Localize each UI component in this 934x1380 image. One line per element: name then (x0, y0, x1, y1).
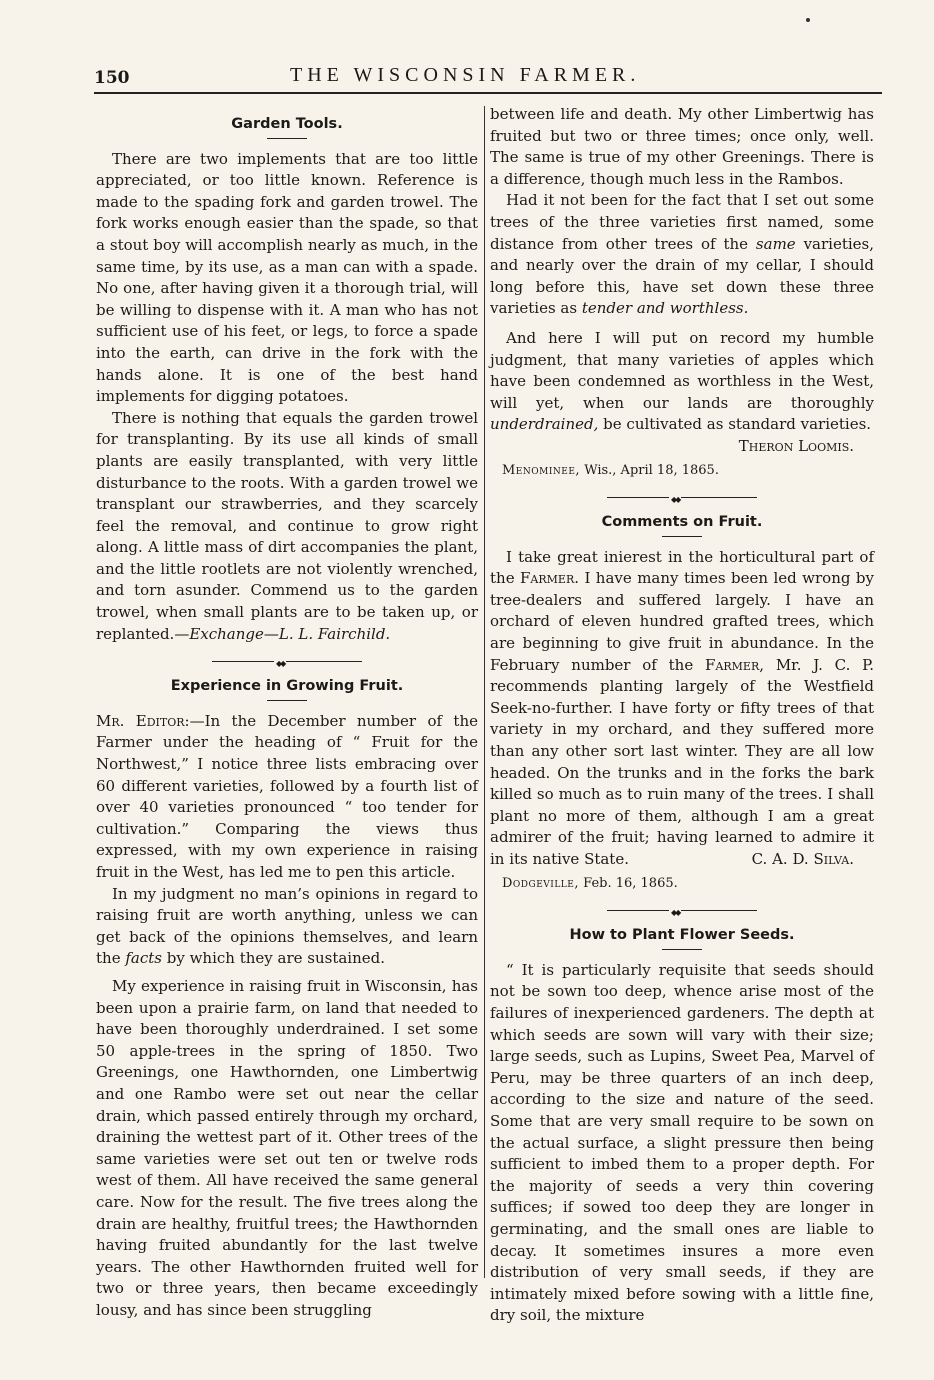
author-signature: C. A. D. Silva. (751, 850, 854, 868)
salutation: Mr. Editor (96, 711, 185, 730)
heading-rule (267, 138, 307, 139)
paragraph-text: I take great inierest in the horticultural part of the (490, 547, 874, 588)
paragraph-text: There is nothing that equals the garden trowel for transplanting. By its use all kinds of small plants are easily transplanted, with very little disturbance to the roots. With a garden trowel we transplant our strawberries, and they scarcely feel the removal, and continue to grow right along. A little mass of dirt accompanies the plant, and the little rootlets are not violently wrenched, and torn asunder. Commend us to the garden trowel, when small plants are to be taken up, or replanted. (96, 408, 478, 643)
article-paragraph (96, 711, 478, 884)
article-paragraph: My experience in raising fruit in Wisconsin, has been upon a prairie farm, on land that needed to have been thoroughly underdrained. I set some 50 apple-trees in the spring of 1850. Two Greenings, one Hawthornden, one Limbertwig and one Rambo were set out near the cellar drain, which passed entirely through my orchard, draining the wettest part of it. Other trees of the same varieties were set out ten or twelve rods west of them. All have received the same general care. Now for the result. The five trees along the drain are healthy, fruitful trees; the Hawthornden having fruited abundantly for the last twelve years. The other Hawthornden fruited well for two or three years, then became exceedingly lousy, and has since been struggling (96, 976, 478, 1319)
article-paragraph (490, 547, 874, 871)
dateline-date: Wis., April 18, 1865. (580, 462, 719, 478)
ink-speck (806, 18, 810, 22)
article-paragraph-continued: between life and death. My other Limbertwig has fruited but two or three times; once only, well. The same is true of my other Greenings. There is a difference, though much less in the Rambos. (490, 105, 874, 188)
right-column (490, 104, 874, 1327)
article-paragraph: “ It is particularly requisite that seeds should not be sown too deep, whence arise most of the failures of inexperienced gardeners. The depth at which seeds are sown will vary with their size; large seeds, such as Lupins, Sweet Pea, Marvel of Peru, may be three quarters of an inch deep, according to the size and nature of the seed. Some that are very small require to be sown on the actual surface, a slight pressure then being sufficient to imbed them to a proper depth. For the majority of seeds a very thin covering suffices; if sowed too deep they are longer in germinating, and the small ones are liable to decay. It sometimes insures a more even distribution of very small seeds, if they are intimately mixed before sowing with a little fine, dry soil, the mixture (490, 960, 874, 1325)
section-divider (212, 661, 362, 662)
article-heading-comments: Comments on Fruit. (601, 514, 763, 531)
paragraph-text: varieties, and nearly over the drain of my cellar, I should long before this, have set down these three varieties as (490, 234, 874, 318)
header-rule (94, 92, 882, 94)
article-paragraph (490, 328, 874, 436)
article-credit: —Exchange—L. L. Fairchild. (174, 624, 391, 643)
small-caps-text: Farmer. (520, 569, 579, 588)
dateline-place: Menominee, (502, 462, 581, 478)
article-heading-experience: Experience in Growing Fruit. (170, 678, 404, 695)
article-heading-garden-tools: Garden Tools. (231, 116, 343, 132)
heading-rule (662, 536, 702, 537)
emphasis-text: underdrained, (490, 415, 599, 434)
paragraph-text: And here I will put on record my humble judgment, that many varieties of apples which have been condemned as worthless in the West, will yet, when our lands are thoroughly (490, 328, 874, 412)
article-paragraph (96, 408, 478, 646)
dateline-date: Feb. 16, 1865. (579, 875, 678, 891)
heading-rule (662, 949, 702, 950)
paragraph-text: by which they are sustained. (161, 949, 386, 968)
paragraph-text: :—In the December number of the Farmer under the heading of “ Fruit for the Northwest,” I notice three lists embracing over 60 different varieties, followed by a fourth list of over 40 varieties pronounced “ too tender for cultivation.” Comparing the views thus expressed, with my own experience in raising fruit in the West, has led me to pen this article. (96, 711, 478, 881)
section-divider (607, 910, 757, 911)
running-head: THE WISCONSIN FARMER. (290, 64, 641, 86)
page-number: 150 (94, 68, 130, 88)
paragraph-text: I have many times been led wrong by tree-dealers and suffered largely. I have an orchard of eleven hundred grafted trees, which are beginning to give fruit in abundance. In the February number of the (490, 569, 874, 674)
paragraph-text: Mr. J. C. P. recommends planting largely of the Westfield Seek-no-further. I have forty or fifty trees of that variety in my orchard, and they suffered more than any other sort last winter. They are all low headed. On the trunks and in the forks the bark killed so much as to ruin many of the trees. I shall plant no more of them, although I am a great admirer of the fruit; having learned to admire it in its native State. (490, 655, 875, 868)
author-signature: Theron Loomis. (738, 436, 854, 455)
article-heading-flower-seeds: How to Plant Flower Seeds. (569, 927, 795, 944)
paragraph-text: In my judgment no man’s opinions in regard to raising fruit are worth anything, unless we can get back of the opinions themselves, and learn the (96, 884, 478, 968)
article-paragraph (490, 190, 874, 320)
dateline-place: Dodgeville, (502, 875, 579, 891)
paragraph-text: be cultivated as standard varieties. (598, 415, 872, 434)
article-paragraph (96, 884, 478, 970)
dateline (490, 460, 874, 482)
dateline (490, 873, 874, 895)
left-column (96, 106, 478, 1321)
emphasis-text: tender and worthless. (581, 299, 749, 318)
section-divider (607, 497, 757, 498)
column-divider (484, 106, 485, 1278)
paragraph-text: Had it not been for the fact that I set out some trees of the three varieties first named, some distance from other trees of the (490, 191, 874, 253)
emphasis-text: same (755, 234, 796, 253)
heading-rule (267, 700, 307, 701)
article-paragraph: There are two implements that are too little appreciated, or too little known. Reference is made to the spading fork and garden trowel. The fork works enough easier than the spade, so that a stout boy will accomplish nearly as much, in the same time, by its use, as a man can with a spade. No one, after having given it a thorough trial, will be willing to dispense with it. A man who has not sufficient use of his feet, or legs, to force a spade into the earth, can drive in the fork with the hands alone. It is one of the best hand implements for digging potatoes. (96, 149, 478, 406)
small-caps-text: Farmer, (705, 655, 765, 674)
emphasis-text: facts (125, 949, 162, 968)
